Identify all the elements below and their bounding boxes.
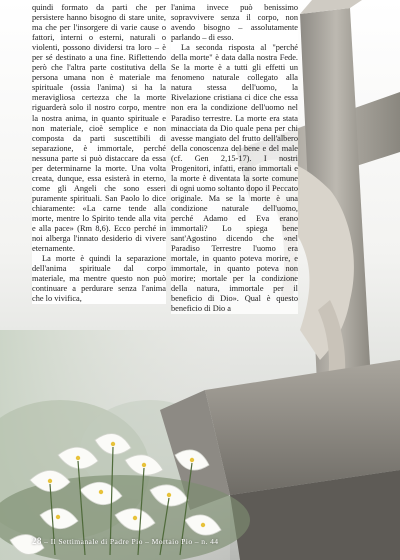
left-text-column [32, 3, 166, 304]
right-paragraph-2: La seconda risposta al "perché della morte" è data dalla nostra Fede. Se la morte è a tutti gli effetti un fenomeno naturale collegato alla natura stessa dell'uomo, la Rivelazione cristiana ci dice che essa non era la condizione dell'uomo nel Paradiso terrestre. La morte era stata minacciata da Dio quale pena per chi avesse mangiato del frutto dell'albero della conoscenza del bene e del male (cf. Gen 2,15-17). I nostri Progenitori, infatti, erano immortali e la morte è diventata la sorte comune di ogni uomo soltanto dopo il Peccato originale. Ma se la morte è una condizione naturale dell'uomo, perché Adamo ed Eva erano immortali? Lo spiega bene sant'Agostino dicendo che «nel Paradiso Terrestre l'uomo era mortale, in quanto poteva morire, e immortale, in quanto poteva non morire; mortale per la condizione della natura, immortale per il beneficio di Dio». Qual è questo beneficio di Dio a [171, 43, 298, 314]
page-number: 28 [32, 536, 42, 546]
page-footer [32, 536, 362, 546]
right-text-column [171, 3, 298, 314]
left-paragraph-2: La morte è quindi la separazione dell'anima spirituale dal corpo materiale, ma mentre questo non può continuare a perdurare senza l'anima che lo vivifica, [32, 254, 166, 304]
left-paragraph-1: quindi formato da parti che per persistere hanno bisogno di stare unite, ma che per l'insorgere di varie cause o fattori, interni o esterni, naturali o violenti, possono dividersi tra loro – è per sé destinato a una fine. Riflettendo però che l'altra parte costitutiva della persona umana non è materiale ma spirituale (ossia l'anima) si ha la meravigliosa certezza che la morte riguarderà solo il nostro corpo, mentre la nostra anima, in quanto spirituale e non materiale, cioè semplice e non composta da parti suscettibili di separazione, è immortale, perché nessuna parte si può distaccare da essa per determinarne la morte. Una volta creata, dunque, essa esisterà in eterno, come gli Angeli che sono esseri puramente spirituali. San Paolo lo dice chiaramente: «La carne tende alla morte, mentre lo Spirito tende alla vita e alla pace» (Rm 8,6). Ecco perché in noi alberga l'innato desiderio di vivere eternamente. [32, 3, 166, 254]
right-paragraph-1: l'anima invece può benissimo sopravvivere senza il corpo, non avendo bisogno – assolutamente parlando – di esso. [171, 3, 298, 43]
right-text-block [171, 3, 298, 314]
running-title: – Il Settimanale di Padre Pio – Mortaio Pio – n. 44 [44, 537, 219, 546]
